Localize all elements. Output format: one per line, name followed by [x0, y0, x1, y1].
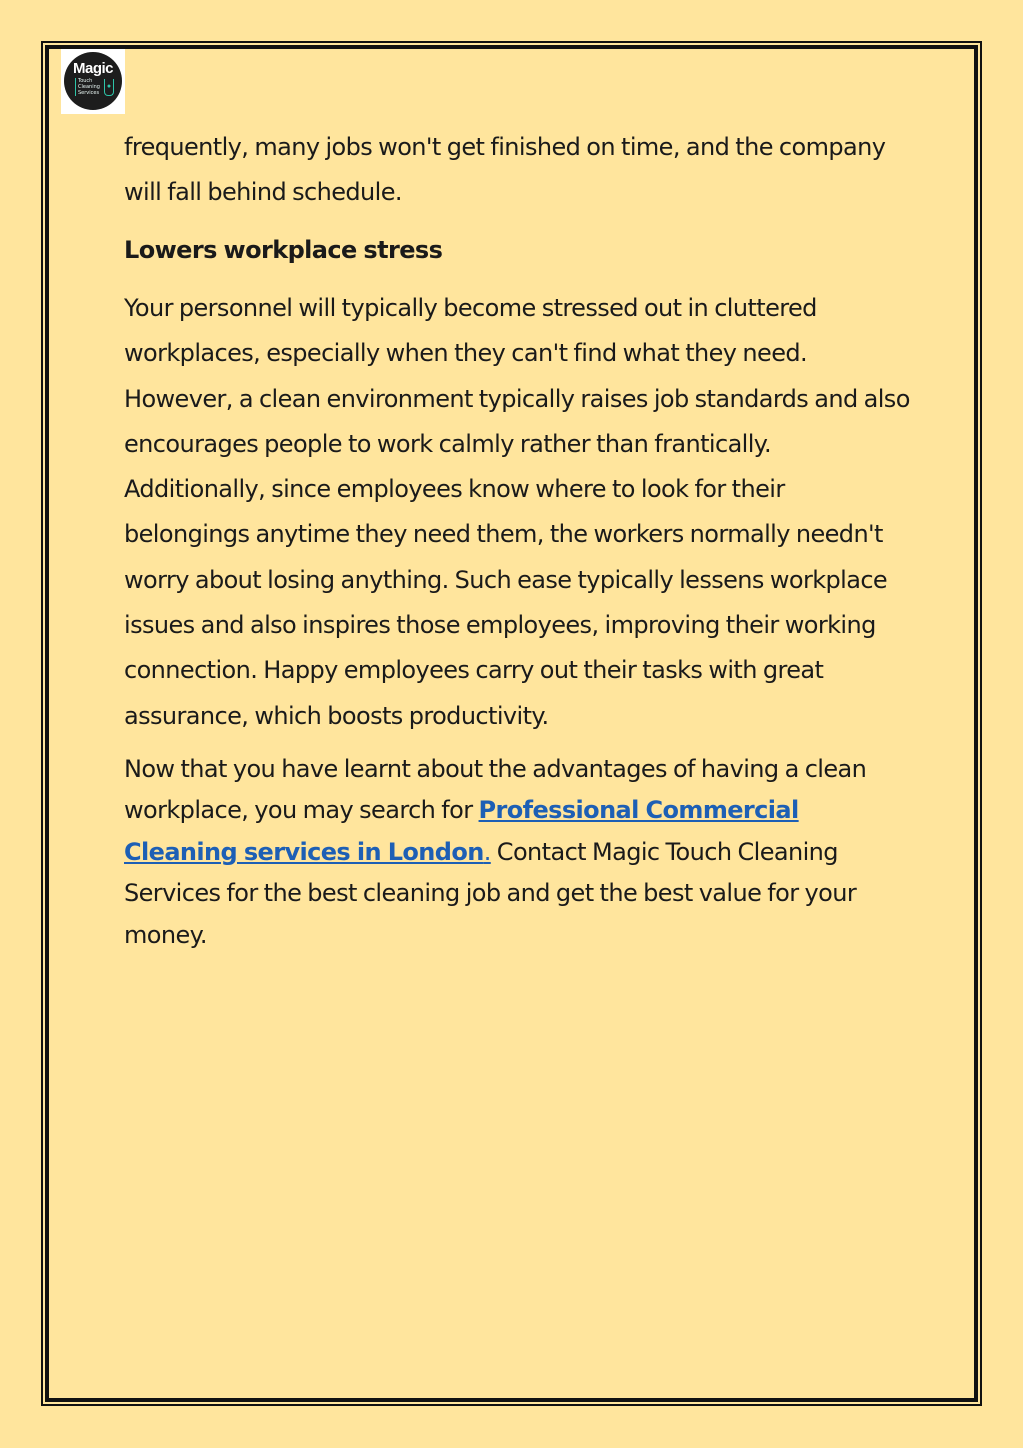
document-body [124, 125, 914, 956]
section-heading: Lowers workplace stress [124, 236, 443, 264]
link-suffix: . [483, 837, 491, 866]
intro-paragraph: frequently, many jobs won't get finished on time, and the company will fall behind schedule. [124, 133, 886, 206]
closing-paragraph [124, 749, 914, 957]
commercial-cleaning-link[interactable]: Professional Commercial Cleaning services in London [124, 796, 799, 866]
body-paragraph: Your personnel will typically become stressed out in cluttered workplaces, especially when they can't find what they need. However, a clean environment typically raises job standards and also encourages people to work calmly rather than frantically. Additionally, since employees know where to look for their belongings anytime they need them, the workers normally needn't worry about losing anything. Such ease typically lessens workplace issues and also inspires those employees, improving their working connection. Happy employees carry out their tasks with great assurance, which boosts productivity. [124, 294, 910, 730]
logo-sub-line: Touch [78, 78, 93, 84]
company-logo [61, 49, 125, 114]
logo-subtext [75, 78, 106, 96]
water-drop-icon: ● [104, 79, 114, 96]
closing-text-after-link: Contact Magic Touch Cleaning Services for the best cleaning job and get the best value for your money. [124, 837, 857, 949]
closing-text-before-link: Now that you have learnt about the advantages of having a clean workplace, you may search for [124, 754, 867, 825]
logo-badge [64, 52, 122, 110]
logo-main-text: Magic [72, 60, 113, 77]
logo-sub-line: Services [78, 90, 100, 96]
logo-sub-line: Cleaning [78, 84, 100, 90]
